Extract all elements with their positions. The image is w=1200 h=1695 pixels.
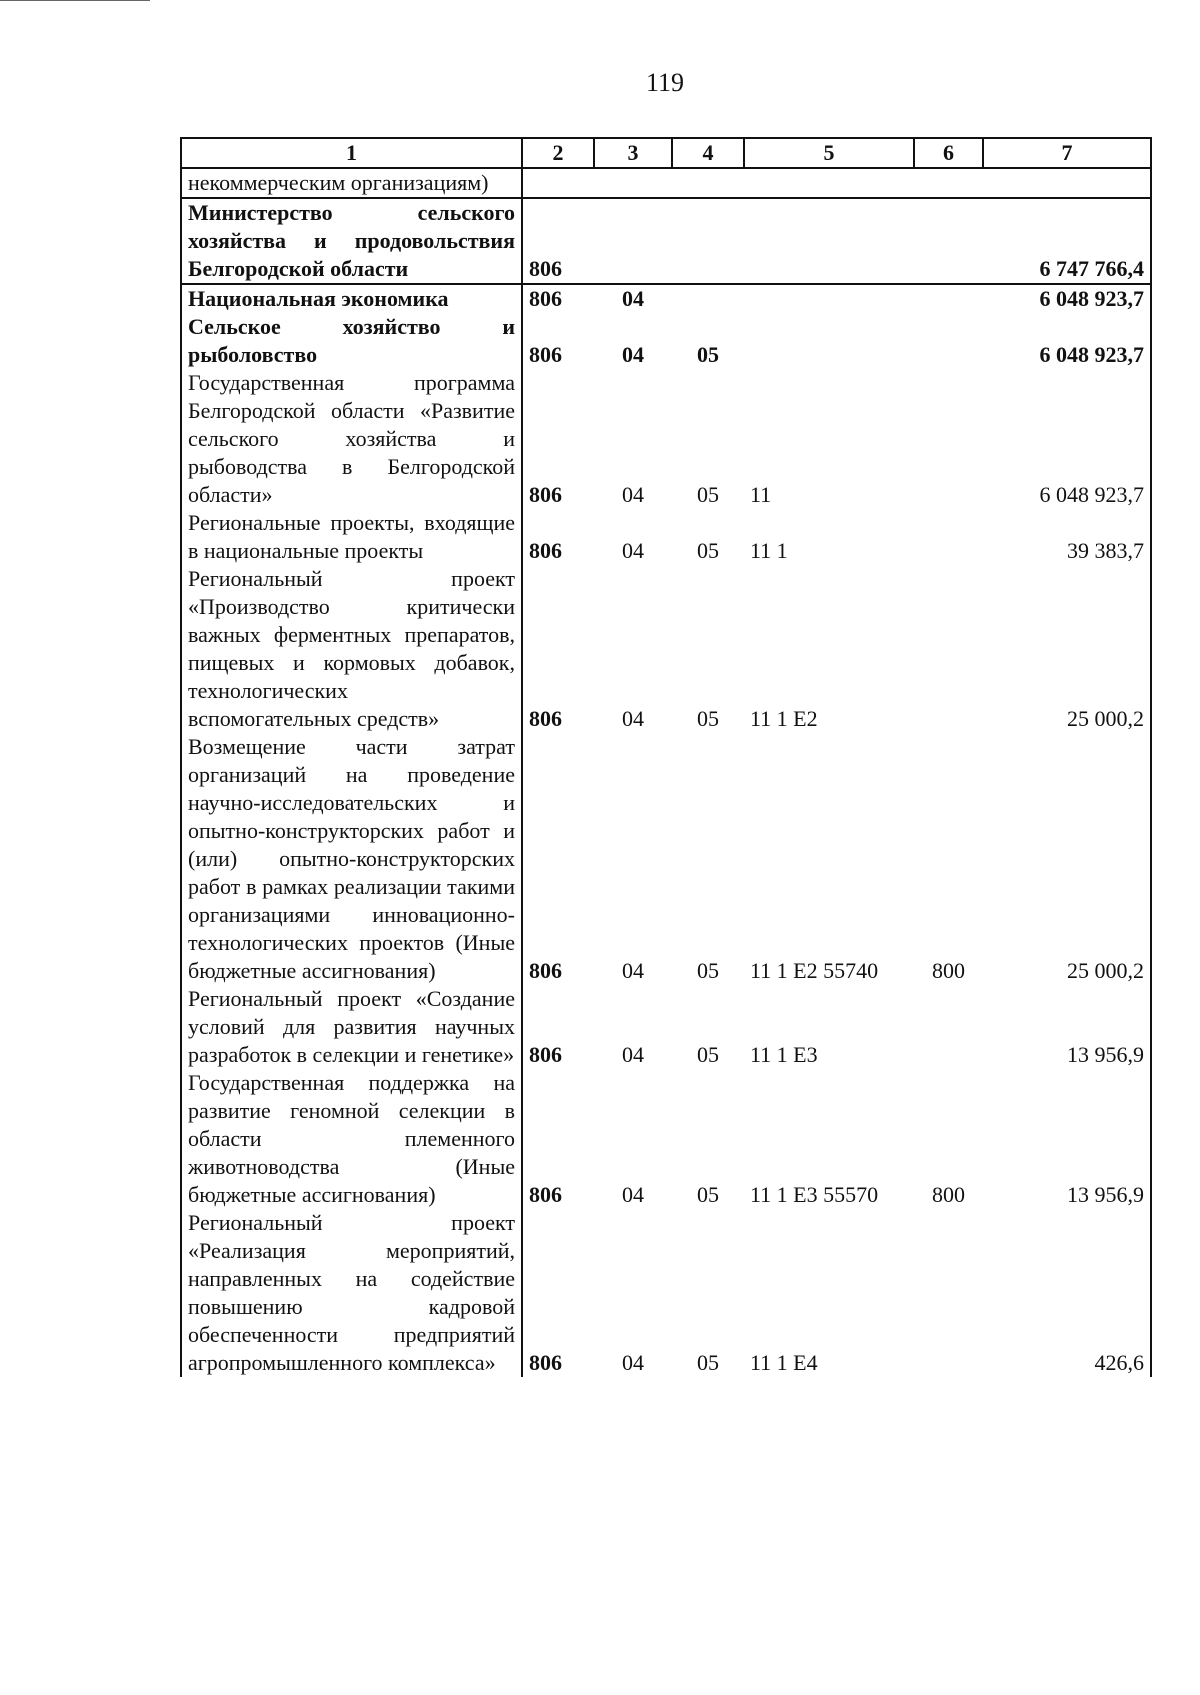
cell-section: 04	[622, 538, 644, 563]
table-row	[181, 1209, 1151, 1377]
table-row	[181, 565, 1151, 733]
cell-section: 04	[594, 284, 672, 313]
row-name: Региональный проект «Реализация мероприятий, направленных на содействие повышению кадровой обеспеченности предприятий агропромышленного комплекса»	[181, 1209, 522, 1377]
cell-section: 04	[622, 482, 644, 507]
cell-expense-type	[914, 985, 983, 1069]
cell-target-article: 11 1	[750, 538, 788, 563]
cell-amount: 6 048 923,7	[983, 284, 1151, 313]
cell-amount: 426,6	[983, 1209, 1151, 1377]
row-name: Региональный проект «Производство критически важных ферментных препаратов, пищевых и кормовых добавок, технологических вспомогательных средств»	[181, 565, 522, 733]
cell-grbs: 806	[529, 1182, 562, 1207]
row-name: Национальная экономика	[181, 284, 522, 313]
cell-section: 04	[622, 1182, 644, 1207]
col-header-1: 1	[181, 138, 522, 168]
cell-target-article: 11 1 Е3	[750, 1042, 818, 1067]
cell-expense-type: 800	[932, 958, 965, 983]
col-header-6: 6	[914, 138, 983, 168]
table-header-row	[181, 138, 1151, 168]
row-name: Государственная программа Белгородской области «Развитие сельского хозяйства и рыбоводства в Белгородской области»	[181, 369, 522, 509]
cell-section: 04	[622, 1350, 644, 1375]
table-row	[181, 284, 1151, 313]
row-name: некоммерческим организациям)	[181, 168, 522, 198]
table-row	[181, 985, 1151, 1069]
cell-subsection	[672, 284, 744, 313]
cell-subsection: 05	[697, 342, 719, 367]
cell-grbs: 806	[522, 284, 594, 313]
row-name: Министерство сельского хозяйства и продовольствия Белгородской области	[181, 198, 522, 284]
cell-expense-type	[914, 284, 983, 313]
cell-grbs: 806	[522, 198, 594, 284]
cell-subsection: 05	[697, 482, 719, 507]
col-header-3: 3	[594, 138, 672, 168]
cell-subsection: 05	[697, 1042, 719, 1067]
cell-subsection: 05	[697, 1350, 719, 1375]
col-header-4: 4	[672, 138, 744, 168]
cell-target-article: 11 1 Е2	[750, 706, 818, 731]
col-header-2: 2	[522, 138, 594, 168]
cell-subsection	[672, 168, 744, 198]
table-row	[181, 313, 1151, 369]
cell-expense-type	[914, 1209, 983, 1377]
cell-amount: 6 048 923,7	[983, 369, 1151, 509]
cell-subsection: 05	[697, 1182, 719, 1207]
cell-section: 04	[622, 958, 644, 983]
table-row	[181, 369, 1151, 509]
cell-amount: 25 000,2	[983, 733, 1151, 985]
col-header-7: 7	[983, 138, 1151, 168]
corner-scan-mark	[0, 0, 150, 4]
row-name: Возмещение части затрат организаций на проведение научно-исследовательских и опытно-конструкторских работ и (или) опытно-конструкторских работ в рамках реализации такими организациями инновационно-технологических проектов (Иные бюджетные ассигнования)	[181, 733, 522, 985]
cell-grbs: 806	[529, 1042, 562, 1067]
table-row	[181, 1069, 1151, 1209]
cell-section	[594, 168, 672, 198]
table-row	[181, 198, 1151, 284]
cell-grbs: 806	[529, 958, 562, 983]
cell-grbs: 806	[529, 538, 562, 563]
col-header-5: 5	[744, 138, 914, 168]
cell-expense-type	[914, 198, 983, 284]
cell-amount: 13 956,9	[983, 985, 1151, 1069]
cell-target-article	[744, 198, 914, 284]
cell-amount: 25 000,2	[983, 565, 1151, 733]
cell-section: 04	[622, 1042, 644, 1067]
cell-target-article: 11 1 Е4	[750, 1350, 818, 1375]
cell-section: 04	[622, 342, 644, 367]
page-number: 119	[645, 68, 685, 97]
cell-grbs	[522, 168, 594, 198]
row-name: Региональные проекты, входящие в национальные проекты	[181, 509, 522, 565]
cell-expense-type: 800	[932, 1182, 965, 1207]
cell-section: 04	[622, 706, 644, 731]
cell-subsection	[672, 198, 744, 284]
cell-target-article: 11 1 Е3 55570	[750, 1182, 879, 1207]
table-row	[181, 168, 1151, 198]
cell-target-article: 11 1 Е2 55740	[750, 958, 879, 983]
cell-expense-type	[914, 369, 983, 509]
cell-target-article	[744, 313, 914, 369]
table-row	[181, 733, 1151, 985]
cell-grbs: 806	[529, 482, 562, 507]
cell-amount: 39 383,7	[983, 509, 1151, 565]
cell-amount: 6 747 766,4	[983, 198, 1151, 284]
row-name: Региональный проект «Создание условий для развития научных разработок в селекции и генетике»	[181, 985, 522, 1069]
table-row	[181, 509, 1151, 565]
row-name: Сельское хозяйство и рыболовство	[181, 313, 522, 369]
row-name: Государственная поддержка на развитие геномной селекции в области племенного животноводства (Иные бюджетные ассигнования)	[181, 1069, 522, 1209]
cell-subsection: 05	[697, 958, 719, 983]
cell-amount	[983, 168, 1151, 198]
cell-subsection: 05	[697, 538, 719, 563]
cell-target-article	[744, 168, 914, 198]
cell-expense-type	[914, 168, 983, 198]
cell-grbs: 806	[529, 706, 562, 731]
cell-target-article: 11	[750, 482, 772, 507]
cell-section	[594, 198, 672, 284]
cell-amount: 6 048 923,7	[983, 313, 1151, 369]
cell-expense-type	[914, 565, 983, 733]
budget-table	[180, 137, 1152, 1377]
cell-amount: 13 956,9	[983, 1069, 1151, 1209]
cell-grbs: 806	[529, 342, 562, 367]
cell-expense-type	[914, 509, 983, 565]
cell-expense-type	[914, 313, 983, 369]
cell-target-article	[744, 284, 914, 313]
cell-subsection: 05	[697, 706, 719, 731]
cell-grbs: 806	[529, 1350, 562, 1375]
